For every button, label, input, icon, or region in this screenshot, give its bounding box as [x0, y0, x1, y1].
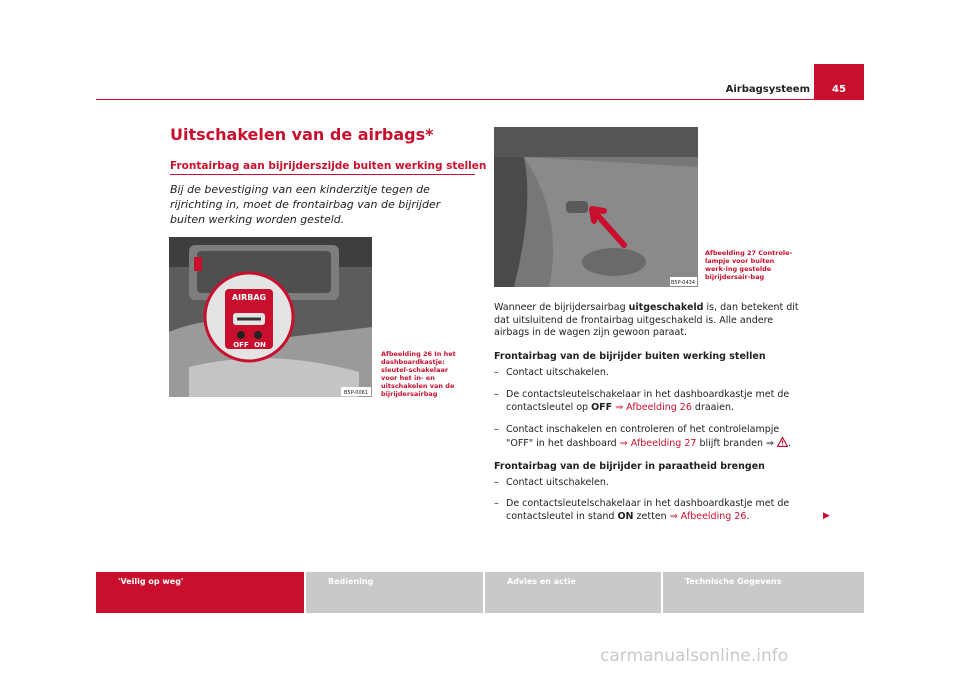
continue-arrow-icon[interactable]: ▶ — [823, 511, 830, 521]
warning-triangle-icon[interactable] — [777, 437, 788, 447]
step-2-text-end: draaien. — [691, 401, 735, 413]
step-5-text-end: . — [746, 510, 750, 522]
step-5-text — [506, 498, 798, 523]
switch-off-label: OFF — [233, 341, 249, 349]
para1-text-end: is, dan betekent dit dat uitsluitend de frontairbag uitgeschakeld is. Alle andere airbags in de wagen zijn gewoon paraat. — [494, 302, 799, 338]
step-4-text: Contact uitschakelen. — [506, 477, 609, 488]
glovebox-illustration — [169, 237, 372, 397]
figure-27-dashboard-lamp — [494, 127, 698, 287]
footer-tab-label: Advies en actie — [507, 577, 576, 586]
footer-tab-label: Technische Gegevens — [685, 577, 782, 586]
footer-tab-label: 'Veilig op weg' — [118, 577, 184, 586]
dashboard-illustration — [494, 127, 698, 287]
subsection-rule — [170, 174, 475, 175]
page-number: 45 — [832, 84, 846, 95]
para1-emphasis: uitgeschakeld — [628, 302, 704, 313]
figure-26-link[interactable]: ⇒ Afbeelding 26 — [615, 401, 692, 413]
section-title: Uitschakelen van de airbags* — [170, 125, 434, 144]
figure-26-caption: Afbeelding 26 In het dashboardkastje: sleutel-schakelaar voor het in- en uitschakelen van de bijrijdersairbag — [381, 350, 456, 398]
intro-paragraph: Bij de bevestiging van een kinderzitje tegen de rijrichting in, moet de frontairbag van de bijrijder buiten werking worden gesteld. — [170, 183, 441, 226]
step-dash: – — [494, 367, 499, 378]
step-5-text-mid: zetten — [633, 510, 670, 522]
figure-27-caption: Afbeelding 27 Controle-lampje voor buiten werk-ing gestelde bijrijdersair-bag — [705, 249, 793, 281]
footer-tab-label: Bediening — [328, 577, 374, 586]
paragraph-airbag-disabled — [494, 302, 799, 340]
step-5-on: ON — [617, 510, 634, 522]
step-5-text-start: De contactsleutelschakelaar in het dashboardkastje met de contactsleutel in stand — [506, 498, 790, 522]
figure-26-link-2[interactable]: ⇒ Afbeelding 26 — [669, 510, 747, 522]
step-dash: – — [494, 424, 499, 435]
footer-tab-advice[interactable] — [485, 572, 661, 613]
step-dash: – — [494, 477, 499, 488]
figure-26-code: B5P-0061 — [343, 390, 369, 396]
step-dash: – — [494, 498, 499, 509]
watermark: carmanualsonline.info — [600, 646, 789, 666]
para1-text: Wanneer de bijrijdersairbag — [494, 302, 629, 313]
heading-deactivate: Frontairbag van de bijrijder buiten werking stellen — [494, 351, 766, 362]
step-3-text-end: blijft branden ⇒ — [696, 437, 777, 449]
heading-activate: Frontairbag van de bijrijder in paraatheid brengen — [494, 461, 765, 472]
switch-title: AIRBAG — [231, 293, 267, 302]
footer-tab-technical[interactable] — [663, 572, 864, 613]
figure-26-glovebox-switch — [169, 237, 372, 397]
step-2-text — [506, 389, 798, 414]
subsection-title: Frontairbag aan bijrijderszijde buiten werking stellen — [170, 160, 487, 172]
step-3-text: Contact inschakelen en controleren of het controlelampje "OFF" in het dashboard ⇒ Afbeelding 27 blijft branden ⇒ . — [506, 424, 792, 449]
figure-27-link[interactable]: ⇒ Afbeelding 27 — [619, 437, 697, 449]
switch-on-label: ON — [254, 341, 266, 349]
step-1-text: Contact uitschakelen. — [506, 367, 609, 378]
footer-tab-operation[interactable] — [306, 572, 483, 613]
step-dash: – — [494, 389, 499, 400]
step-2-text-start: De contactsleutelschakelaar in het dashboardkastje met de contactsleutel op — [506, 389, 790, 413]
header-rule — [96, 99, 864, 100]
step-2-off: OFF — [591, 401, 613, 413]
footer-tab-safety[interactable] — [96, 572, 304, 613]
step-3-text-start: Contact inschakelen en controleren of het controlelampje "OFF" in het dashboard — [506, 424, 780, 449]
running-header-title: Airbagsysteem — [725, 84, 810, 95]
figure-27-code: B5P-0434 — [670, 280, 696, 286]
